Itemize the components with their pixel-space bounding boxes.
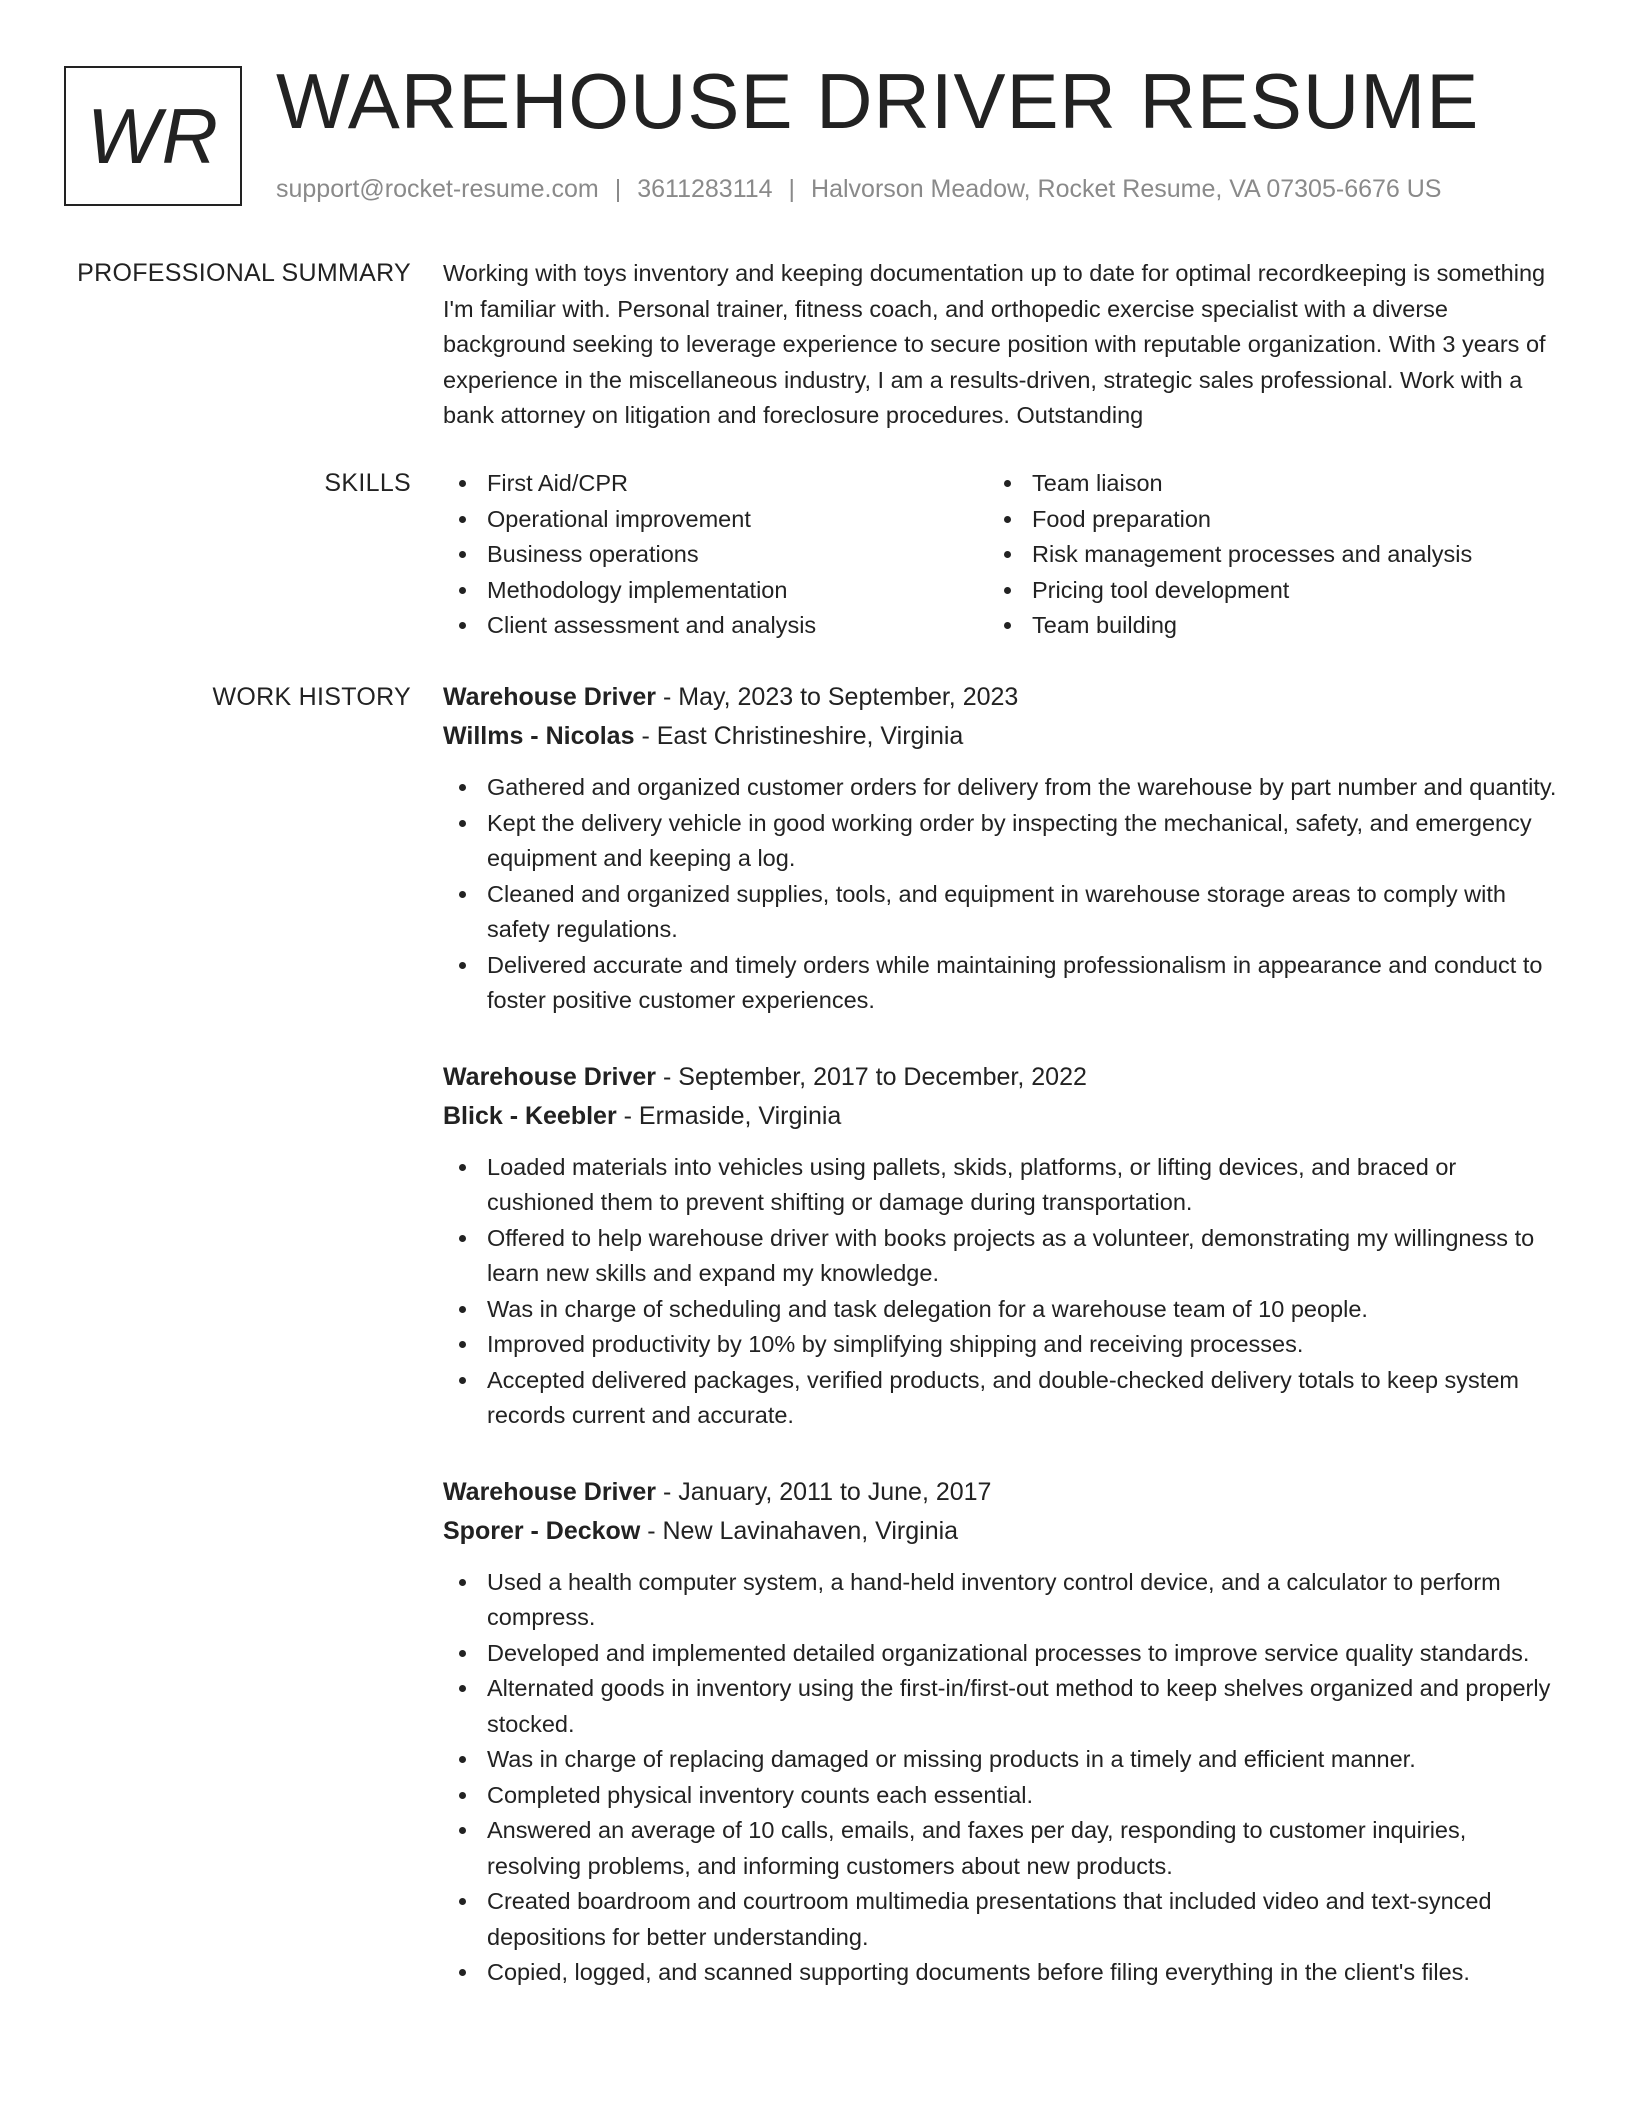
duty-item: Developed and implemented detailed organizational processes to improve service quality standards. [443, 1636, 1563, 1672]
job-company-line [443, 1097, 1563, 1136]
contact-phone: 3611283114 [637, 175, 773, 203]
job-company: Willms - Nicolas [443, 722, 635, 750]
job-location: Ermaside, Virginia [638, 1101, 842, 1130]
job-location: New Lavinahaven, Virginia [662, 1516, 959, 1545]
skills-column-right [988, 466, 1533, 644]
job-dash: - [634, 722, 657, 750]
job-dates: September, 2017 to December, 2022 [678, 1062, 1087, 1091]
duty-item: Used a health computer system, a hand-held inventory control device, and a calculator to perform compress. [443, 1565, 1563, 1636]
job-dates: May, 2023 to September, 2023 [678, 683, 1019, 711]
monogram-box [64, 66, 242, 206]
work-history-section [443, 678, 1563, 2030]
job-company-line [443, 717, 1563, 756]
job-duties [443, 1150, 1563, 1434]
job-dash: - [656, 1062, 679, 1091]
job-dash: - [616, 1101, 639, 1130]
job-company-line [443, 1512, 1563, 1551]
duty-item: Completed physical inventory counts each essential. [443, 1778, 1563, 1814]
job-company: Blick - Keebler [443, 1101, 617, 1130]
contact-email: support@rocket-resume.com [276, 175, 599, 203]
job-title-line [443, 1058, 1563, 1097]
monogram-initials: WR [87, 91, 219, 180]
skill-item: Team liaison [988, 466, 1533, 502]
skill-item: Client assessment and analysis [443, 608, 988, 644]
job-entry [443, 1058, 1563, 1434]
summary-text: Working with toys inventory and keeping documentation up to date for optimal recordkeeping is something I'm familiar with. Personal trainer, fitness coach, and orthopedic exercise specialist with a diverse background seeking to leverage experience to secure position with reputable organization. With 3 years of experience in the miscellaneous industry, I am a results-driven, strategic sales professional. Work with a bank attorney on litigation and foreclosure procedures. Outstanding [443, 260, 1546, 428]
job-dates: January, 2011 to June, 2017 [678, 1477, 992, 1506]
job-title-line [443, 1473, 1563, 1512]
job-location: East Christineshire, Virginia [656, 722, 964, 750]
duty-item: Improved productivity by 10% by simplifying shipping and receiving processes. [443, 1327, 1563, 1363]
job-entry [443, 1473, 1563, 1991]
job-duties [443, 770, 1563, 1019]
job-title-line [443, 678, 1563, 717]
skill-item: Risk management processes and analysis [988, 537, 1533, 573]
duty-item: Was in charge of scheduling and task delegation for a warehouse team of 10 people. [443, 1292, 1563, 1328]
summary-section [443, 256, 1563, 434]
job-dash: - [656, 1477, 679, 1506]
duty-item: Delivered accurate and timely orders while maintaining professionalism in appearance and conduct to foster positive customer experiences. [443, 948, 1563, 1019]
duty-item: Created boardroom and courtroom multimedia presentations that included video and text-synced depositions for better understanding. [443, 1884, 1563, 1955]
job-title: Warehouse Driver [443, 1477, 657, 1506]
duty-item: Offered to help warehouse driver with books projects as a volunteer, demonstrating my willingness to learn new skills and expand my knowledge. [443, 1221, 1563, 1292]
resume-title: WAREHOUSE DRIVER RESUME [276, 57, 1480, 145]
duty-item: Kept the delivery vehicle in good working order by inspecting the mechanical, safety, and emergency equipment and keeping a log. [443, 806, 1563, 877]
job-title: Warehouse Driver [443, 1062, 657, 1091]
skill-item: Pricing tool development [988, 573, 1533, 609]
job-company: Sporer - Deckow [443, 1516, 641, 1545]
job-title: Warehouse Driver [443, 683, 657, 711]
contact-separator: | [614, 175, 622, 203]
work-history-heading: WORK HISTORY [212, 683, 411, 711]
skills-heading: SKILLS [324, 469, 411, 497]
skill-item: Operational improvement [443, 502, 988, 538]
job-entry [443, 678, 1563, 1019]
duty-item: Loaded materials into vehicles using pallets, skids, platforms, or lifting devices, and braced or cushioned them to prevent shifting or damage during transportation. [443, 1150, 1563, 1221]
duty-item: Copied, logged, and scanned supporting documents before filing everything in the client's files. [443, 1955, 1563, 1991]
skill-item: Methodology implementation [443, 573, 988, 609]
duty-item: Gathered and organized customer orders for delivery from the warehouse by part number and quantity. [443, 770, 1563, 806]
skills-grid [443, 466, 1563, 644]
duty-item: Cleaned and organized supplies, tools, and equipment in warehouse storage areas to comply with safety regulations. [443, 877, 1563, 948]
job-dash: - [656, 683, 679, 711]
skills-section [443, 466, 1563, 644]
skills-column-left [443, 466, 988, 644]
contact-address: Halvorson Meadow, Rocket Resume, VA 07305-6676 US [811, 175, 1442, 203]
job-duties [443, 1565, 1563, 1991]
duty-item: Was in charge of replacing damaged or missing products in a timely and efficient manner. [443, 1742, 1563, 1778]
skill-item: Business operations [443, 537, 988, 573]
job-dash: - [640, 1516, 663, 1545]
contact-line [276, 174, 1441, 204]
contact-separator: | [788, 175, 796, 203]
skill-item: Food preparation [988, 502, 1533, 538]
duty-item: Answered an average of 10 calls, emails, and faxes per day, responding to customer inquiries, resolving problems, and informing customers about new products. [443, 1813, 1563, 1884]
skill-item: First Aid/CPR [443, 466, 988, 502]
skill-item: Team building [988, 608, 1533, 644]
duty-item: Accepted delivered packages, verified products, and double-checked delivery totals to keep system records current and accurate. [443, 1363, 1563, 1434]
duty-item: Alternated goods in inventory using the first-in/first-out method to keep shelves organized and properly stocked. [443, 1671, 1563, 1742]
summary-heading: PROFESSIONAL SUMMARY [77, 259, 411, 287]
